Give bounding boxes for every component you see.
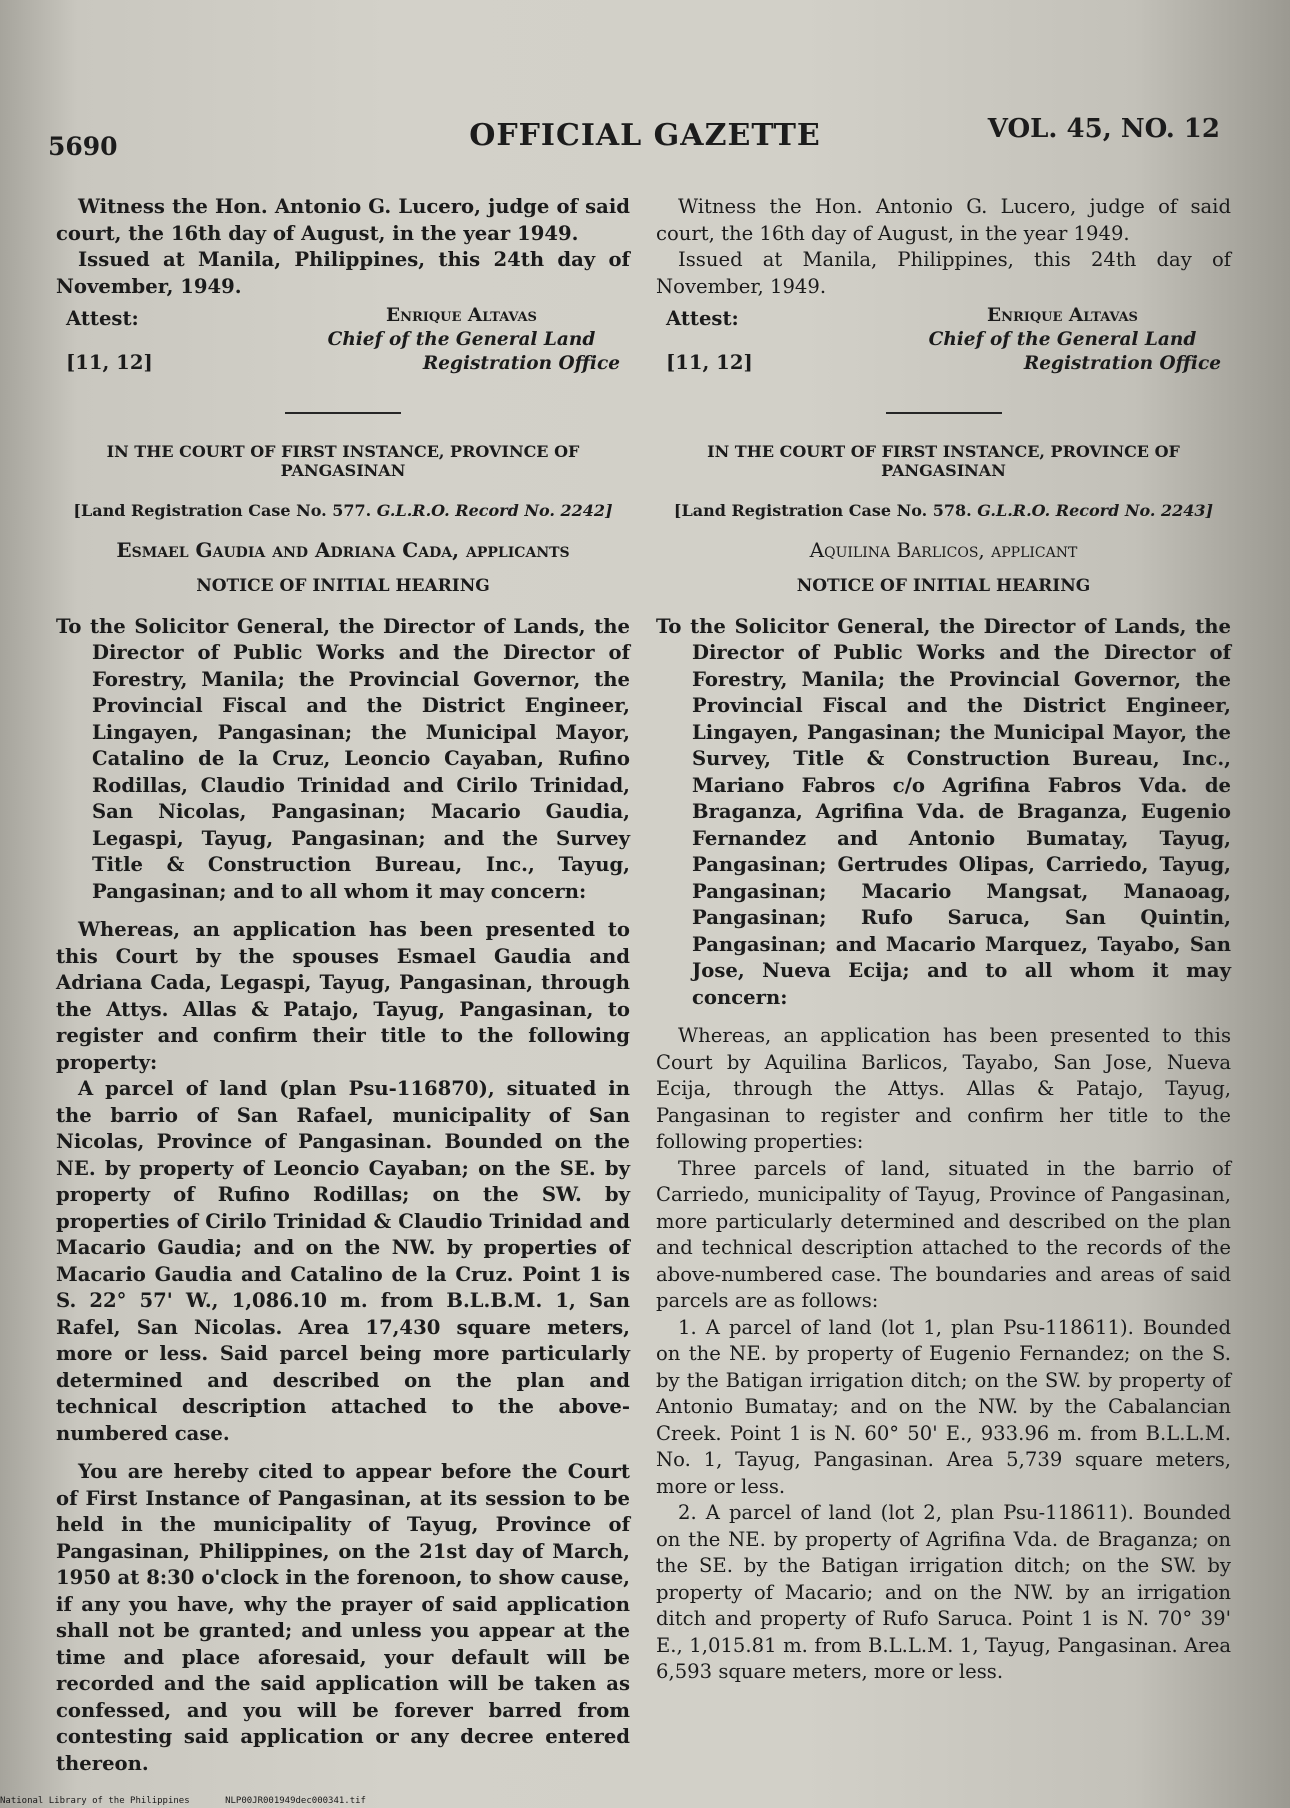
signatory-name: Enrique Altavas: [385, 305, 537, 326]
notice-heading: NOTICE OF INITIAL HEARING: [196, 576, 490, 596]
signatory-title: Chief of the General Land: [327, 329, 596, 350]
notice-heading: NOTICE OF INITIAL HEARING: [796, 576, 1091, 596]
whereas-paragraph: Whereas, an application has been presented to this Court by Aquilina Barlicos, Tayabo, San Jose, Nueva Ecija, through the Attys. Allas & Patajo, Tayug, Pangasinan to register and confirm her title to the following properties:: [656, 1024, 1231, 1153]
signatory-office: Registration Office: [1023, 353, 1221, 374]
parties-line: Aquilina Barlicos, applicant: [809, 537, 1078, 562]
left-column: [56, 194, 630, 1777]
page-number: 5690: [48, 132, 118, 161]
signatory-name: Enrique Altavas: [986, 305, 1138, 326]
scan-footer: [0, 1796, 396, 1806]
witness-paragraph: Witness the Hon. Antonio G. Lucero, judge of said court, the 16th day of August, in the year 1949.: [656, 195, 1231, 245]
addressees-paragraph: To the Solicitor General, the Director of Lands, the Director of Public Works and the Director of Forestry, Manila; the Provincial Governor, the Provincial Fiscal and the District Engineer, Lingayen, Pangasinan; the Municipal Mayor, Catalino de la Cruz, Leoncio Cayaban, Rufino Rodillas, Claudio Trinidad and Cirilo Trinidad, San Nicolas, Pangasinan; Macario Gaudia, Legaspi, Tayug, Pangasinan; and the Survey Title & Construction Bureau, Inc., Tayug, Pangasinan; and to all whom it may concern:: [56, 614, 630, 903]
gazette-title: OFFICIAL GAZETTE: [469, 118, 821, 153]
signature-block: [904, 304, 1221, 376]
signatory-office: Registration Office: [422, 353, 620, 374]
signatory-title: Chief of the General Land: [928, 329, 1197, 350]
attestation: [56, 304, 630, 384]
case-reference: [56, 498, 630, 525]
section-divider: [285, 412, 401, 414]
attest-label: Attest:: [666, 307, 739, 330]
volume-number: VOL. 45, NO. 12: [987, 114, 1220, 144]
issue-reference: [11, 12]: [66, 351, 153, 374]
lot-2-description: 2. A parcel of land (lot 2, plan Psu-118611). Bounded on the NE. by property of Agrifina Vda. de Braganza; on the SE. by the Batigan irrigation ditch; on the SW. by property of Macario; and on the NW. by an irrigation ditch and property of Rufo Saruca. Point 1 is N. 70° 39' E., 1,015.81 m. from B.L.L.M. 1, Tayug, Pangasinan. Area 6,593 square meters, more or less.: [656, 1501, 1231, 1683]
attest-label: Attest:: [66, 307, 139, 330]
issued-paragraph: Issued at Manila, Philippines, this 24th day of November, 1949.: [56, 248, 630, 298]
attestation: [656, 304, 1231, 384]
case-reference: [656, 498, 1231, 525]
court-heading: IN THE COURT OF FIRST INSTANCE, PROVINCE OF PANGASINAN: [707, 442, 1180, 480]
witness-paragraph: Witness the Hon. Antonio G. Lucero, judge of said court, the 16th day of August, in the year 1949.: [56, 195, 630, 245]
parties-line: Esmael Gaudia and Adriana Cada, applicants: [116, 537, 570, 562]
record-number: G.L.R.O. Record No. 2243]: [977, 501, 1214, 520]
record-number: G.L.R.O. Record No. 2242]: [376, 501, 613, 520]
case-number: [Land Registration Case No. 578.: [673, 501, 972, 520]
library-credit: National Library of the Philippines: [0, 1796, 190, 1806]
issue-reference: [11, 12]: [666, 351, 753, 374]
signature-block: [303, 304, 620, 376]
case-number: [Land Registration Case No. 577.: [73, 501, 372, 520]
addressees-paragraph: To the Solicitor General, the Director of Lands, the Director of Public Works and the Director of Forestry, Manila; the Provincial Governor, the Provincial Fiscal and the District Engineer, Lingayen, Pangasinan; the Municipal Mayor, the Survey, Title & Construction Bureau, Inc., Mariano Fabros c/o Agrifina Fabros Vda. de Braganza, Agrifina Vda. de Braganza, Eugenio Fernandez and Antonio Bumatay, Tayug, Pangasinan; Gertrudes Olipas, Carriedo, Tayug, Pangasinan; Macario Mangsat, Manaoag, Pangasinan; Rufo Saruca, San Quintin, Pangasinan; and Macario Marquez, Tayabo, San Jose, Nueva Ecija; and to all whom it may concern:: [656, 614, 1231, 1009]
lot-1-description: 1. A parcel of land (lot 1, plan Psu-118611). Bounded on the NE. by property of Eugenio Fernandez; on the S. by the Batigan irrigation ditch; on the SW. by property of Antonio Bumatay; and on the NW. by the Cabalancian Creek. Point 1 is N. 60° 50' E., 933.96 m. from B.L.L.M. No. 1, Tayug, Pangasinan. Area 5,739 square meters, more or less.: [656, 1315, 1231, 1498]
scan-filename: NLP00JR001949dec000341.tif: [225, 1796, 366, 1806]
parcel-description: A parcel of land (plan Psu-116870), situated in the barrio of San Rafael, municipality of San Nicolas, Province of Pangasinan. Bounded on the NE. by property of Leoncio Cayaban; on the SE. by property of Rufino Rodillas; on the SW. by properties of Cirilo Trinidad & Claudio Trinidad and Macario Gaudia; and on the NW. by properties of Macario Gaudia and Catalino de la Cruz. Point 1 is S. 22° 57' W., 1,086.10 m. from B.L.B.M. 1, San Rafel, San Nicolas. Area 17,430 square meters, more or less. Said parcel being more particularly determined and described on the plan and technical description attached to the above-numbered case.: [56, 1077, 630, 1445]
whereas-paragraph: Whereas, an application has been presented to this Court by the spouses Esmael Gaudia and Adriana Cada, Legaspi, Tayug, Pangasinan, through the Attys. Allas & Patajo, Tayug, Pangasinan, to register and confirm their title to the following property:: [56, 918, 630, 1074]
section-divider: [886, 412, 1002, 414]
citation-paragraph: You are hereby cited to appear before the Court of First Instance of Pangasinan, at its session to be held in the municipality of Tayug, Province of Pangasinan, Philippines, on the 21st day of March, 1950 at 8:30 o'clock in the forenoon, to show cause, if any you have, why the prayer of said application shall not be granted; and unless you appear at the time and place aforesaid, your default will be recorded and the said application will be taken as confessed, and you will be forever barred from contesting said application or any decree entered thereon.: [56, 1460, 630, 1775]
right-column: [656, 194, 1231, 1686]
issued-paragraph: Issued at Manila, Philippines, this 24th day of November, 1949.: [656, 248, 1231, 298]
court-heading: IN THE COURT OF FIRST INSTANCE, PROVINCE OF PANGASINAN: [106, 442, 580, 480]
parcels-intro: Three parcels of land, situated in the barrio of Carriedo, municipality of Tayug, Province of Pangasinan, more particularly determined and described on the plan and technical description attached to the records of the above-numbered case. The boundaries and areas of said parcels are as follows:: [656, 1156, 1231, 1312]
